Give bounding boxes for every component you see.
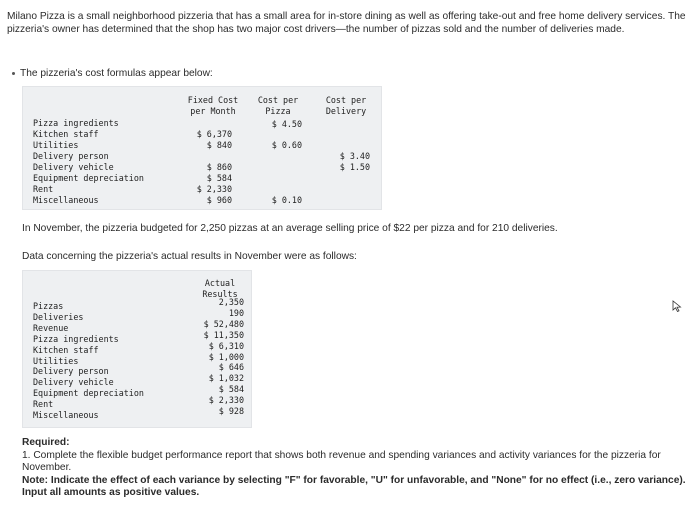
actual-row-value: $ 646 (218, 362, 244, 373)
cost-row-label: Miscellaneous (33, 195, 99, 205)
cost-row-label: Rent (33, 184, 54, 194)
mouse-pointer-icon (672, 300, 682, 312)
cost-row-fixed: $ 960 (206, 195, 232, 205)
actual-row-value: $ 2,330 (208, 395, 244, 406)
cost-header-0: Fixed Cost per Month (187, 95, 239, 116)
cost-row-fixed: $ 584 (206, 173, 232, 183)
actual-row-value: $ 584 (218, 384, 244, 395)
required-heading: Required: (22, 437, 70, 448)
formulas-heading-text: The pizzeria's cost formulas appear below: (20, 68, 213, 79)
cost-row-label: Utilities (33, 140, 79, 150)
cost-row-label: Equipment depreciation (33, 173, 144, 183)
actual-row-label: Delivery vehicle (33, 377, 114, 388)
formulas-heading (12, 68, 213, 79)
actual-row-value: $ 11,350 (203, 329, 244, 340)
cost-row-fixed: $ 6,370 (196, 129, 232, 139)
actual-row-label: Rent (33, 399, 54, 410)
actual-row-label: Revenue (33, 322, 69, 333)
required-item-1: 1. Complete the flexible budget performance report that shows both revenue and spending variances and activity variances for the pizzeria for November. (22, 449, 661, 473)
cost-row-label: Delivery person (33, 151, 109, 161)
actual-results-intro: Data concerning the pizzeria's actual results in November were as follows: (22, 251, 357, 262)
actual-row-value: 2,350 (218, 297, 244, 307)
intro-paragraph: Milano Pizza is a small neighborhood pizzeria that has a small area for in-store dining as well as offering take-out and free home delivery services. The pizzeria's owner has determined that the shop has two major cost drivers—the number of pizzas sold and the number of deliveries made. (7, 11, 686, 35)
actual-row-label: Pizza ingredients (33, 333, 119, 344)
actual-row-value: $ 1,032 (208, 373, 244, 384)
actual-row-label: Delivery person (33, 366, 109, 377)
cost-row-fixed: $ 840 (206, 140, 232, 150)
actual-row-value: $ 1,000 (208, 351, 244, 362)
actual-row-label: Pizzas (33, 301, 64, 311)
cost-row-label: Delivery vehicle (33, 162, 114, 172)
cost-row-delivery: $ 3.40 (339, 151, 370, 161)
actual-row-value: $ 52,480 (203, 318, 244, 329)
bullet-icon (12, 72, 15, 75)
cost-row-delivery: $ 1.50 (339, 162, 370, 172)
cost-row-fixed: $ 860 (206, 162, 232, 172)
actual-row-label: Miscellaneous (33, 410, 99, 420)
required-note: Note: Indicate the effect of each variance by selecting "F" for favorable, "U" for unfavorable, and "None" for no effect (i.e., zero variance). Input all amounts as positive values. (22, 474, 686, 498)
actual-row-label: Equipment depreciation (33, 388, 144, 399)
cost-row-label: Kitchen staff (33, 129, 99, 139)
cost-row-pizza: $ 0.60 (271, 140, 302, 150)
actual-row-value: 190 (228, 307, 244, 318)
november-budget-text: In November, the pizzeria budgeted for 2,250 pizzas at an average selling price of $22 per pizza and for 210 deliveries. (22, 223, 558, 234)
actual-row-label: Kitchen staff (33, 344, 99, 355)
actual-row-label: Deliveries (33, 311, 84, 322)
actual-header: Actual Results (202, 278, 238, 299)
cost-row-pizza: $ 4.50 (271, 119, 302, 129)
actual-row-value: $ 928 (218, 406, 244, 416)
cost-header-2: Cost per Delivery (325, 95, 367, 116)
cost-row-fixed: $ 2,330 (196, 184, 232, 194)
cost-header-1: Cost per Pizza (257, 95, 299, 116)
actual-row-value: $ 6,310 (208, 340, 244, 351)
cost-row-pizza: $ 0.10 (271, 195, 302, 205)
actual-row-label: Utilities (33, 355, 79, 366)
cost-row-label: Pizza ingredients (33, 118, 119, 128)
